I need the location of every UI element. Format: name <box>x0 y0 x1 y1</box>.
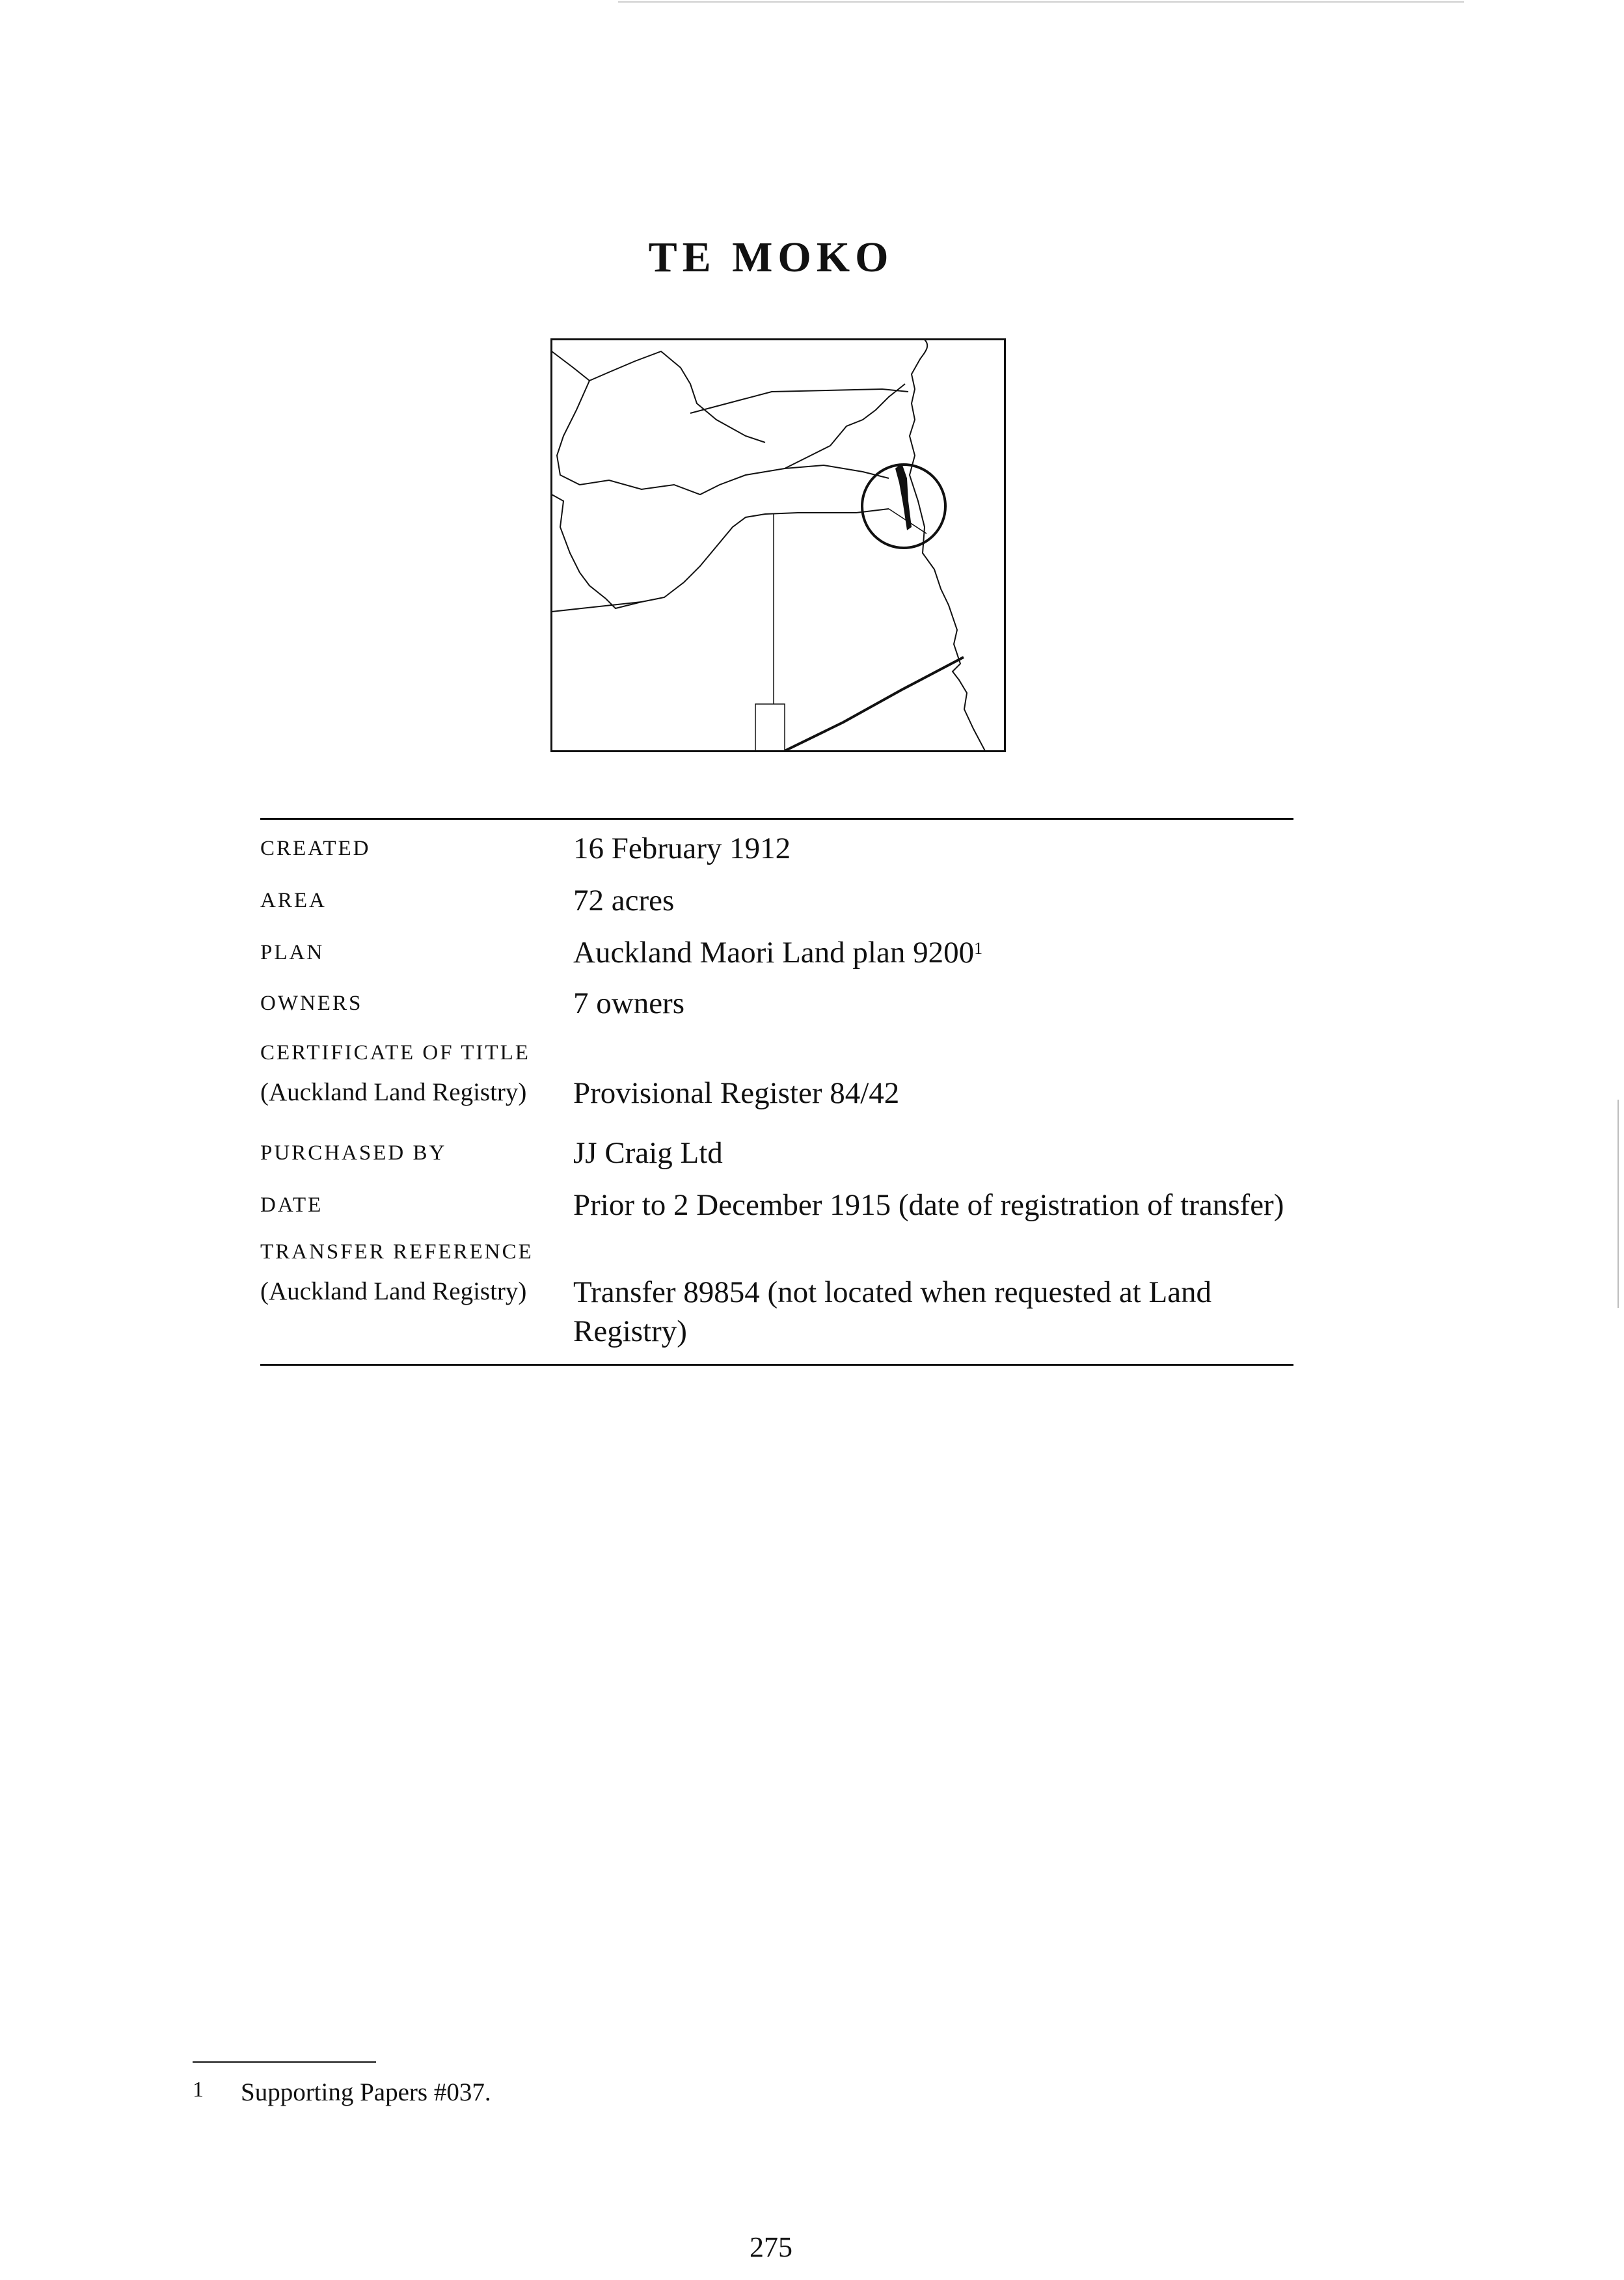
detail-value: 16 February 1912 <box>573 832 791 865</box>
detail-label: DATE <box>260 1193 323 1217</box>
table-bottom-rule <box>260 1364 1293 1366</box>
detail-label: TRANSFER REFERENCE <box>260 1240 534 1264</box>
table-top-rule <box>260 818 1293 820</box>
footnote-marker: 1 <box>974 939 983 958</box>
detail-value: Transfer 89854 (not located when requested at Land Registry) <box>573 1275 1212 1348</box>
detail-label: CREATED <box>260 837 371 860</box>
detail-value: Prior to 2 December 1915 (date of registration of transfer) <box>573 1188 1284 1222</box>
footnote-rule <box>193 2061 376 2063</box>
detail-value: 72 acres <box>573 884 675 917</box>
detail-sublabel: (Auckland Land Registry) <box>260 1277 527 1305</box>
page-title: TE MOKO <box>648 234 894 281</box>
detail-label: CERTIFICATE OF TITLE <box>260 1041 530 1065</box>
detail-sublabel: (Auckland Land Registry) <box>260 1078 527 1106</box>
detail-value: 7 owners <box>573 986 684 1020</box>
location-map <box>550 338 1006 752</box>
detail-label: PURCHASED BY <box>260 1141 447 1165</box>
detail-label: AREA <box>260 889 327 912</box>
footnote-number: 1 <box>193 2078 204 2102</box>
plan-value-text: Auckland Maori Land plan 9200 <box>573 936 975 970</box>
footnote-text: Supporting Papers #037. <box>241 2078 491 2106</box>
detail-label: PLAN <box>260 941 325 964</box>
page-number: 275 <box>750 2231 792 2263</box>
scan-edge-mark <box>1617 1100 1619 1308</box>
detail-value: Provisional Register 84/42 <box>573 1076 900 1110</box>
detail-value: JJ Craig Ltd <box>573 1136 723 1170</box>
detail-value <box>573 933 1295 972</box>
scan-edge-line <box>618 1 1464 3</box>
detail-label: OWNERS <box>260 992 363 1015</box>
